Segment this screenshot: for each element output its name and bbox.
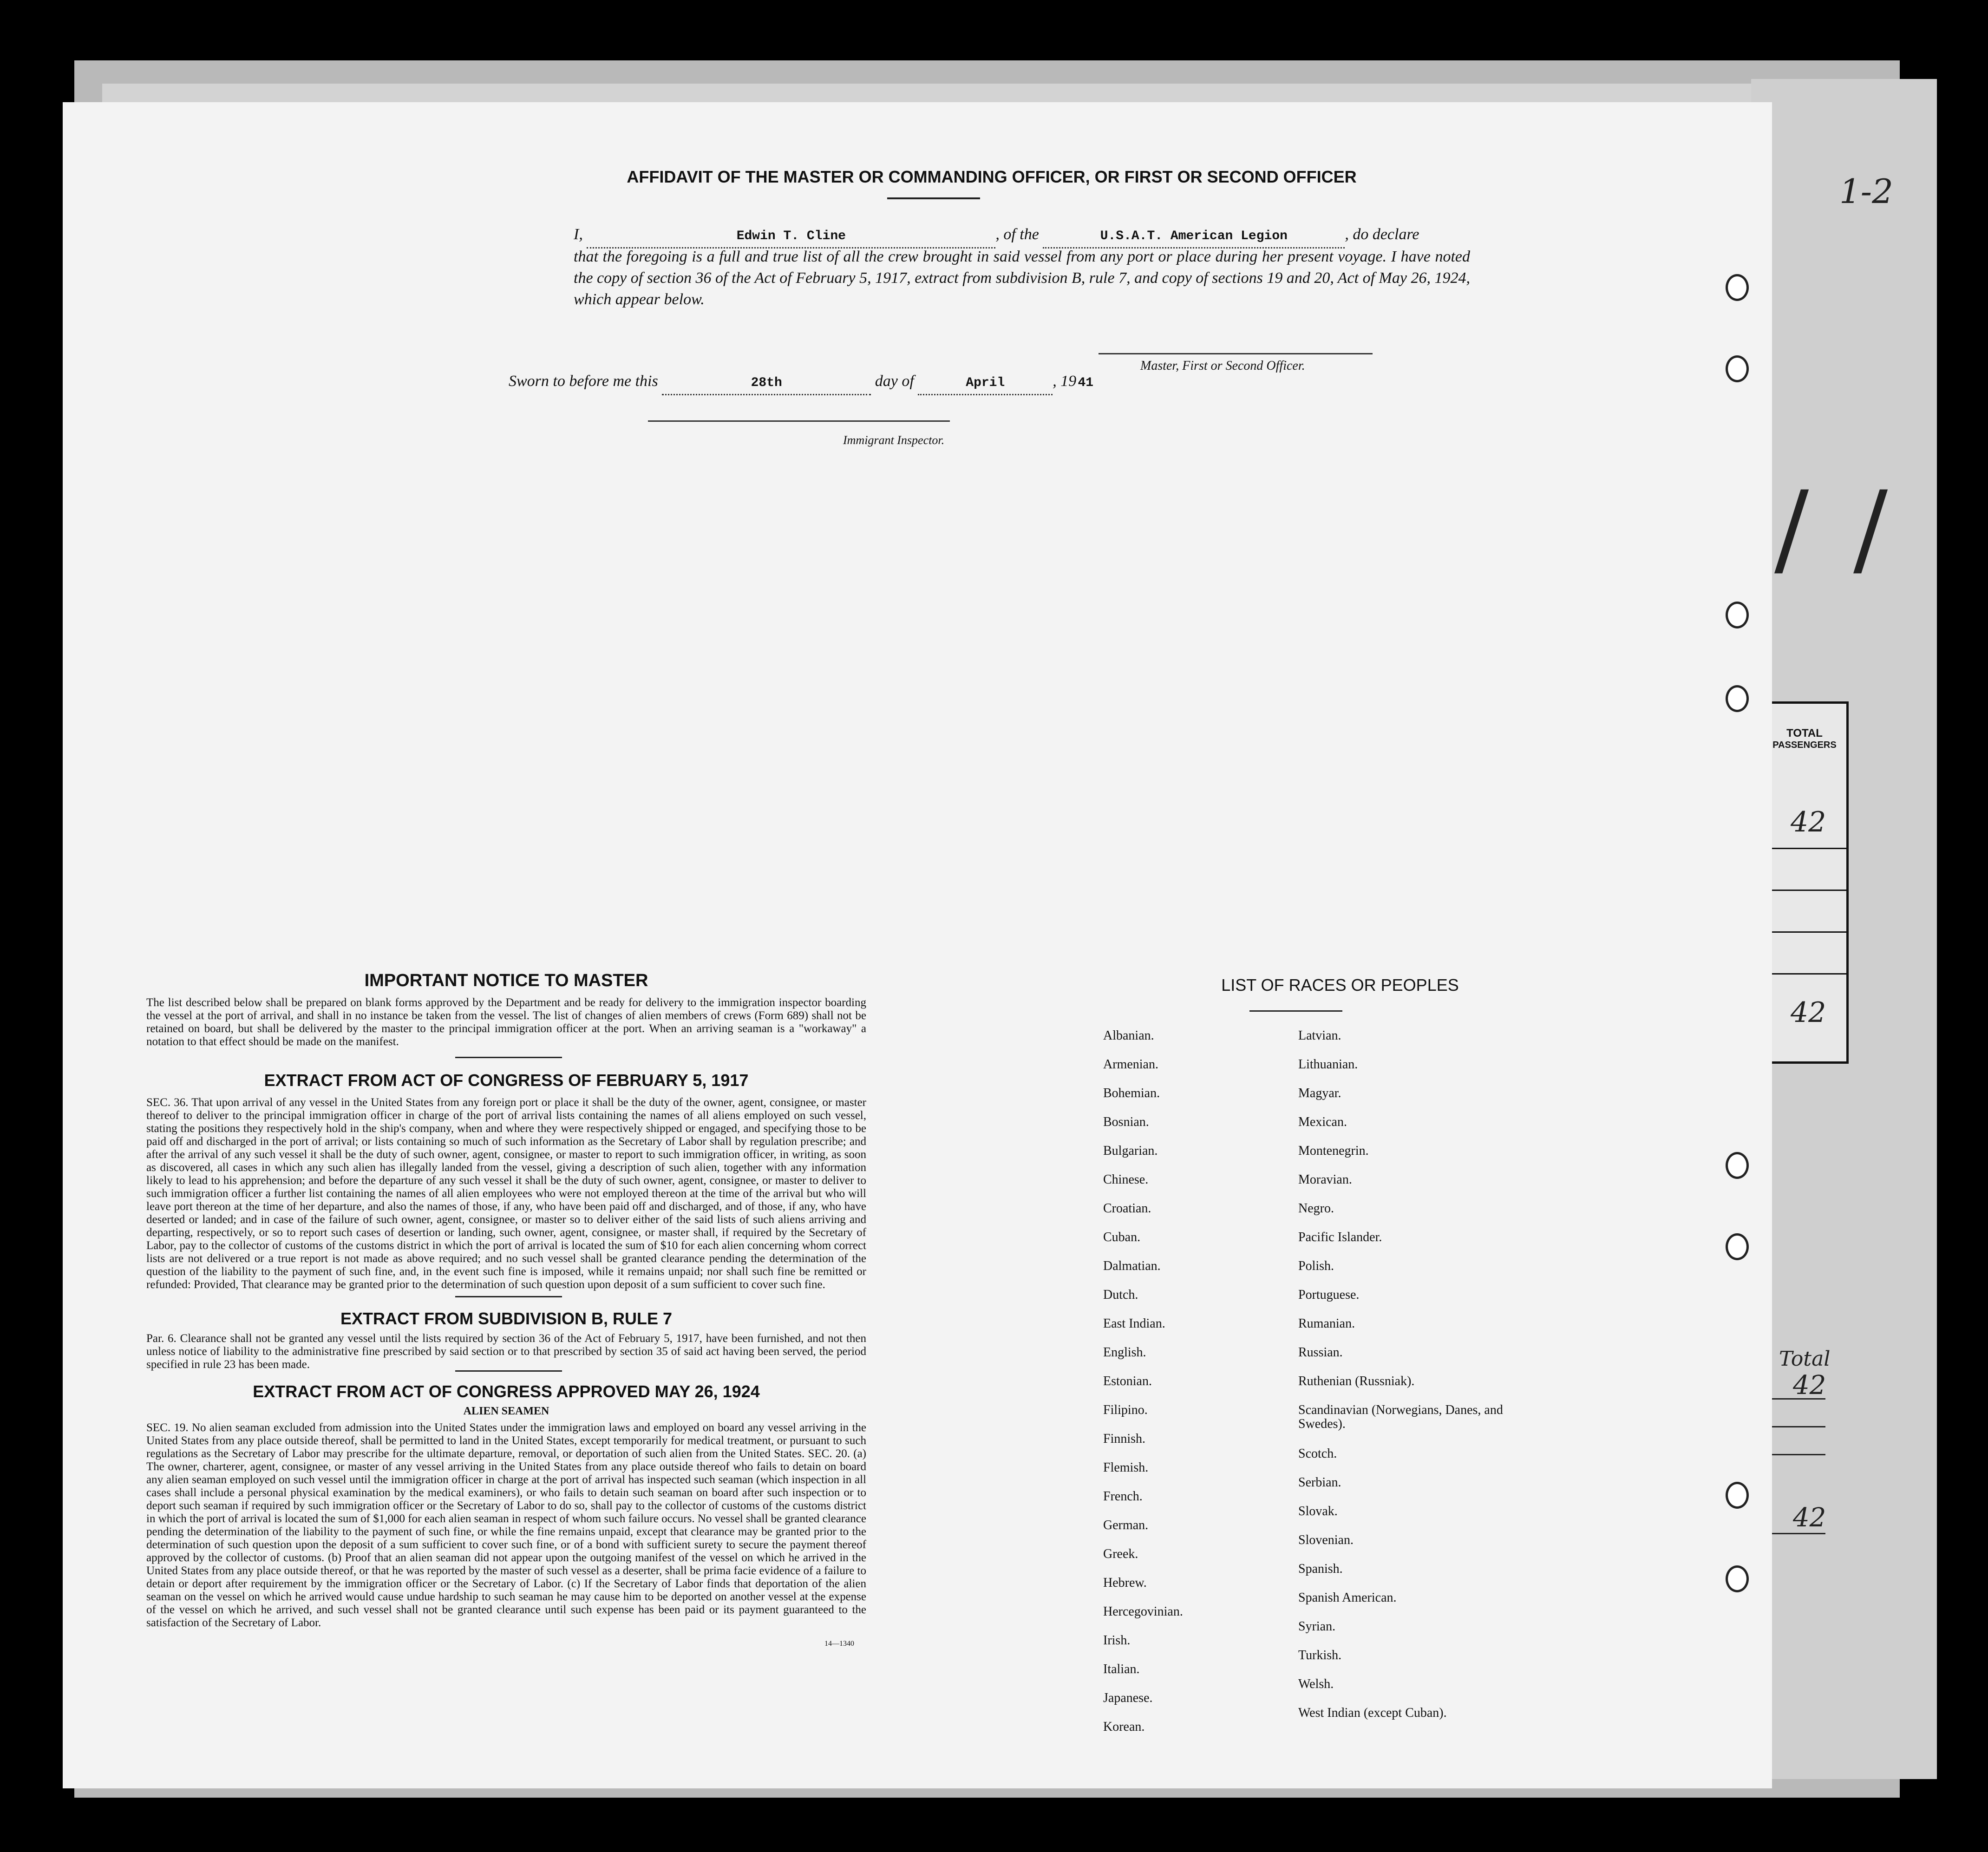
race-item: French.	[1103, 1489, 1143, 1504]
race-item: Montenegrin.	[1298, 1144, 1369, 1158]
race-item: German.	[1103, 1518, 1149, 1532]
race-item: English.	[1103, 1345, 1146, 1360]
box-rule	[1763, 973, 1846, 975]
box-rule	[1763, 890, 1846, 891]
passengers-header: PASSENGERS	[1772, 740, 1837, 750]
extract-1924-body: SEC. 19. No alien seaman excluded from admission into the United States under the immigration laws and employed on board any vessel arriving in the United States from any place outside thereof, shall be permitted to land in the United States, except temporarily for medical treatment, or pursuant to such regulations as the Secretary of Labor may prescribe for the ultimate departure, removal, or deportation of such alien from the United States. SEC. 20. (a) The owner, charterer, agent, consignee, or master of any vessel arriving in the United States from any place outside thereof who fails to detain on board any alien seaman employed on such vessel until the immigration officer in charge at the port of arrival has inspected such seaman (which inspection in all cases shall include a personal physical examination by the medical examiners), or who fails to detain such seaman on board after such inspection or to deport such seaman if required by such immigration officer or the Secretary of Labor to do so, shall pay to the collector of customs of the customs district in which the port of arrival is located the sum of $1,000 for each alien seaman in respect of whom such failure occurs. No vessel shall be granted clearance pending the determination of the liability to the payment of such fine, or while the fine remains unpaid, except that clearance may be granted prior to the determination of such question upon the deposit of a sum sufficient to cover such fine, or of a bond with sufficient surety to secure the payment thereof approved by the collector of customs. (b) Proof that an alien seaman did not appear upon the outgoing manifest of the vessel on which he arrived in the United States from any place outside thereof, or that he was reported by the master of such vessel as a deserter, shall be prima facie evidence of a failure to detain or deport after requirement by the immigration officer or the Secretary of Labor. (c) If the Secretary of Labor finds that deportation of the alien seaman on the vessel on which he arrived would cause undue hardship to such seaman he may cause him to be deported on another vessel at the expense of the vessel on which he arrived, and such vessel shall not be granted clearance until such expense has been paid or its payment guaranteed to the satisfaction of the Secretary of Labor.	[146, 1421, 866, 1629]
notice-body: The list described below shall be prepared on blank forms approved by the Department and be ready for delivery to the immigration inspector boarding the vessel at the port of arrival, and shall in no instance be taken from the vessel. The list of changes of alien members of crews (Form 689) shall not be retained on board, but shall be delivered by the master to the principal immigration officer at the port. When an arriving seaman is a "workaway" a notation to that effect should be made on the manifest.	[146, 996, 866, 1048]
total-passengers-value-2: 42	[1791, 996, 1826, 1029]
punch-hole	[1726, 1482, 1749, 1509]
affidavit-prefix: I,	[574, 226, 583, 243]
total-header: TOTAL	[1786, 727, 1823, 739]
race-item: Estonian.	[1103, 1374, 1152, 1388]
race-item: Russian.	[1298, 1345, 1343, 1360]
race-item: Bohemian.	[1103, 1086, 1160, 1100]
vessel-name: U.S.A.T. American Legion	[1043, 226, 1345, 249]
extract-1917-body: SEC. 36. That upon arrival of any vessel in the United States from any foreign port or place it shall be the duty of the owner, agent, consignee, or master thereof to deliver to the principal immigration officer in charge of the port of arrival lists containing the names of all aliens employed on such vessel, stating the positions they respectively hold in the ship's company, when and where they were respectively shipped or engaged, and specifying those to be paid off and discharged in the port of arrival; or lists containing so much of such information as the Secretary of Labor shall by regulation prescribe; and after the arrival of any such vessel it shall be the duty of such owner, agent, consignee, or master to report to such immigration officer, in writing, as soon as discovered, all cases in which any such alien has illegally landed from the vessel, giving a description of such alien, together with any information likely to lead to his apprehension; and before the departure of any such vessel it shall be the duty of such owner, agent, consignee, or master to deliver to such immigration officer a further list containing the names of all alien employees who were not employed thereon at the time of the arrival but who will leave port thereon at the time of her departure, and also the names of those, if any, who have been paid off and discharged, and of those, if any, who have deserted or landed; and in case of the failure of such owner, agent, consignee, or master so to deliver either of the said lists of such aliens arriving and departing, respectively, or so to report such cases of desertion or landing, such owner, agent, consignee, or master shall, if required by the Secretary of Labor, pay to the collector of customs of the customs district in which the port of arrival is located the sum of $10 for each alien concerning whom correct lists are not delivered or a true report is not made as above required; and no such vessel shall be granted clearance pending the determination of the question of the liability to the payment of such fine, and, in the event such fine is imposed, while it remains unpaid; nor shall such fine be remitted or refunded: Provided, That clearance may be granted prior to the determination of such question upon deposit of a sum sufficient to cover such fine.	[146, 1096, 866, 1291]
race-item: East Indian.	[1103, 1316, 1165, 1331]
sworn-day: 28th	[662, 373, 871, 395]
extract-1924-subtitle: ALIEN SEAMEN	[463, 1405, 549, 1417]
race-item: Scotch.	[1298, 1446, 1337, 1461]
extract-1924-title: EXTRACT FROM ACT OF CONGRESS APPROVED MAY 26, 1924	[253, 1382, 760, 1401]
form-number: 14—1340	[824, 1640, 854, 1648]
race-item: Bosnian.	[1103, 1115, 1149, 1129]
punch-hole	[1726, 602, 1749, 628]
affidavit-body: that the foregoing is a full and true list of all the crew brought in said vessel from any port or place during her present voyage. I have noted the copy of section 36 of the Act of February 5, 1917, extract from subdivision B, rule 7, and copy of sections 19 and 20, Act of May 26, 1924, which appear below.	[574, 248, 1470, 308]
race-item: Slovak.	[1298, 1504, 1338, 1518]
total-value: 42	[1793, 1370, 1826, 1400]
race-item: Finnish.	[1103, 1432, 1146, 1446]
box-rule	[1763, 848, 1846, 849]
race-item: Spanish.	[1298, 1562, 1343, 1576]
sworn-line	[509, 371, 1252, 395]
race-item: Spanish American.	[1298, 1590, 1397, 1605]
race-item: Moravian.	[1298, 1172, 1352, 1187]
section-rule	[455, 1370, 562, 1372]
race-item: Cuban.	[1103, 1230, 1141, 1244]
affidavit-page	[63, 102, 1772, 1788]
race-item: Greek.	[1103, 1547, 1138, 1561]
punch-hole	[1726, 274, 1749, 301]
races-title-rule	[1249, 1010, 1342, 1012]
race-item: Serbian.	[1298, 1475, 1341, 1490]
section-rule	[455, 1057, 562, 1058]
box-rule	[1763, 931, 1846, 933]
races-right-column	[1298, 1029, 1512, 1735]
race-item: Negro.	[1298, 1201, 1334, 1216]
inspector-signature-line	[648, 420, 950, 422]
total-passengers-box	[1760, 701, 1849, 1064]
race-item: Pacific Islander.	[1298, 1230, 1382, 1244]
race-item: Hercegovinian.	[1103, 1604, 1183, 1619]
race-item: Albanian.	[1103, 1028, 1154, 1043]
race-item: Slovenian.	[1298, 1533, 1354, 1547]
race-item: Filipino.	[1103, 1403, 1148, 1417]
race-item: Irish.	[1103, 1633, 1131, 1648]
sworn-year: 41	[1078, 376, 1094, 390]
race-item: Bulgarian.	[1103, 1144, 1158, 1158]
total-rule	[1765, 1533, 1825, 1534]
rule7-title: EXTRACT FROM SUBDIVISION B, RULE 7	[340, 1309, 673, 1328]
race-item: Turkish.	[1298, 1648, 1342, 1662]
total-label: Total	[1779, 1347, 1831, 1371]
race-item: Italian.	[1103, 1662, 1140, 1676]
sworn-year-prefix: , 19	[1053, 373, 1077, 390]
race-item: Korean.	[1103, 1720, 1145, 1734]
race-item: West Indian (except Cuban).	[1298, 1706, 1447, 1720]
page-mark: 1-2	[1839, 172, 1893, 211]
master-label: Master, First or Second Officer.	[1140, 359, 1305, 373]
sworn-prefix: Sworn to before me this	[509, 373, 658, 390]
race-item: Mexican.	[1298, 1115, 1347, 1129]
officer-name: Edwin T. Cline	[587, 226, 995, 249]
total-rule	[1765, 1426, 1825, 1427]
race-item: Welsh.	[1298, 1677, 1334, 1691]
section-rule	[455, 1296, 562, 1297]
race-item: Dutch.	[1103, 1288, 1138, 1302]
race-item: Lithuanian.	[1298, 1057, 1358, 1072]
races-left-column	[1103, 1029, 1280, 1749]
extract-1917-title: EXTRACT FROM ACT OF CONGRESS OF FEBRUARY 5, 1917	[264, 1071, 749, 1090]
race-item: Latvian.	[1298, 1028, 1341, 1043]
title-rule	[887, 197, 980, 199]
race-item: Scandinavian (Norwegians, Danes, and Swedes).	[1298, 1403, 1503, 1431]
affidavit-mid: , of the	[995, 226, 1039, 243]
master-signature-line	[1099, 353, 1373, 354]
total-rule	[1765, 1454, 1825, 1455]
race-item: Magyar.	[1298, 1086, 1341, 1100]
punch-hole	[1726, 1152, 1749, 1179]
affidavit-first-line	[574, 224, 1470, 249]
race-item: Polish.	[1298, 1259, 1334, 1273]
race-item: Flemish.	[1103, 1460, 1149, 1475]
affidavit-suffix: , do declare	[1345, 226, 1419, 243]
punch-hole	[1726, 685, 1749, 712]
rule7-body: Par. 6. Clearance shall not be granted any vessel until the lists required by section 36 of the Act of February 5, 1917, have been furnished, and not then unless notice of liability to the administrative fine prescribed by said section or to that prescribed by section 35 of said act having been served, the period specified in rule 23 has been made.	[146, 1332, 866, 1371]
punch-hole	[1726, 355, 1749, 382]
handwritten-stroke: /	[1853, 469, 1888, 588]
affidavit-title: AFFIDAVIT OF THE MASTER OR COMMANDING OFFICER, OR FIRST OR SECOND OFFICER	[627, 167, 1357, 186]
punch-hole	[1726, 1233, 1749, 1260]
punch-hole	[1726, 1565, 1749, 1592]
inspector-label: Immigrant Inspector.	[843, 433, 945, 447]
sworn-month: April	[918, 373, 1053, 395]
race-item: Dalmatian.	[1103, 1259, 1161, 1273]
race-item: Ruthenian (Russniak).	[1298, 1374, 1415, 1388]
race-item: Portuguese.	[1298, 1288, 1360, 1302]
race-item: Armenian.	[1103, 1057, 1158, 1072]
race-item: Rumanian.	[1298, 1316, 1355, 1331]
total-rule	[1765, 1398, 1825, 1400]
races-title: LIST OF RACES OR PEOPLES	[1221, 975, 1459, 995]
total-value-2: 42	[1793, 1503, 1826, 1533]
notice-title: IMPORTANT NOTICE TO MASTER	[364, 971, 648, 990]
race-item: Chinese.	[1103, 1172, 1149, 1187]
handwritten-stroke: /	[1774, 469, 1809, 588]
race-item: Croatian.	[1103, 1201, 1151, 1216]
total-passengers-value: 42	[1791, 806, 1826, 838]
race-item: Japanese.	[1103, 1691, 1153, 1705]
sworn-day-of: day of	[875, 373, 914, 390]
race-item: Hebrew.	[1103, 1576, 1147, 1590]
race-item: Syrian.	[1298, 1619, 1336, 1634]
